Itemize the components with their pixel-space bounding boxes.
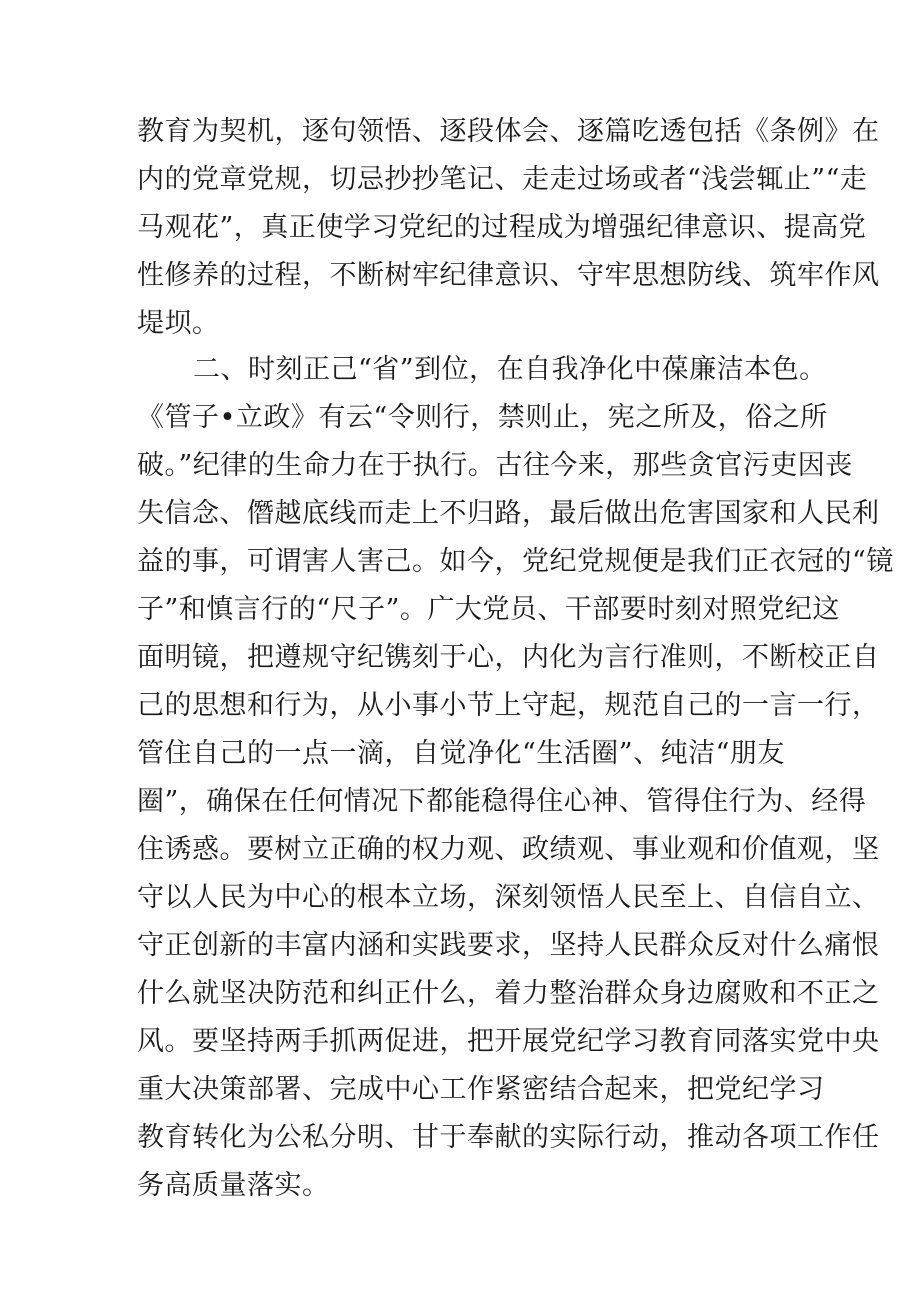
text-line: 失信念、僭越底线而走上不归路，最后做出危害国家和人民利 [137,498,880,529]
text-line: 面明镜，把遵规守纪镌刻于心，内化为言行准则，不断校正自 [137,642,880,673]
text-line: 马观花”，真正使学习党纪的过程成为增强纪律意识、提高党 [137,212,867,243]
section-heading-line: 二、时刻正己“省”到位，在自我净化中葆廉洁本色。 [193,354,827,385]
text-line: 住诱惑。要树立正确的权力观、政绩观、事业观和价值观，坚 [137,834,880,865]
text-line: 益的事，可谓害人害己。如今，党纪党规便是我们正衣冠的“镜 [137,546,894,577]
text-line: 什么就坚决防范和纠正什么，着力整治群众身边腐败和不正之 [137,978,880,1009]
text-line: 性修养的过程，不断树牢纪律意识、守牢思想防线、筑牢作风 [137,260,880,291]
text-line: 己的思想和行为，从小事小节上守起，规范自己的一言一行， [137,690,880,721]
text-line: 子”和慎言行的“尺子”。广大党员、干部要时刻对照党纪这 [137,594,840,625]
text-line: 重大决策部署、完成中心工作紧密结合起来，把党纪学习 [137,1074,825,1105]
text-line: 风。要坚持两手抓两促进，把开展党纪学习教育同落实党中央 [137,1026,880,1057]
text-line: 《管子•立政》有云“令则行，禁则止，宪之所及，俗之所 [137,402,828,433]
paragraph-2 [137,346,894,1210]
text-line: 破。”纪律的生命力在于执行。古往今来，那些贪官污吏因丧 [137,450,853,481]
text-line: 教育转化为公私分明、甘于奉献的实际行动，推动各项工作任 [137,1122,880,1153]
text-line: 守以人民为中心的根本立场，深刻领悟人民至上、自信自立、 [137,882,880,913]
text-line: 堤坝。 [137,308,220,339]
text-line: 内的党章党规，切忌抄抄笔记、走走过场或者“浅尝辄止”“走 [137,164,868,195]
text-line: 圈”，确保在任何情况下都能稳得住心神、管得住行为、经得 [137,786,867,817]
text-line: 管住自己的一点一滴，自觉净化“生活圈”、纯洁“朋友 [137,738,785,769]
text-line: 教育为契机，逐句领悟、逐段体会、逐篇吃透包括《条例》在 [137,116,880,147]
paragraph-1 [137,108,880,348]
text-line: 守正创新的丰富内涵和实践要求，坚持人民群众反对什么痛恨 [137,930,880,961]
text-line: 务高质量落实。 [137,1170,330,1201]
